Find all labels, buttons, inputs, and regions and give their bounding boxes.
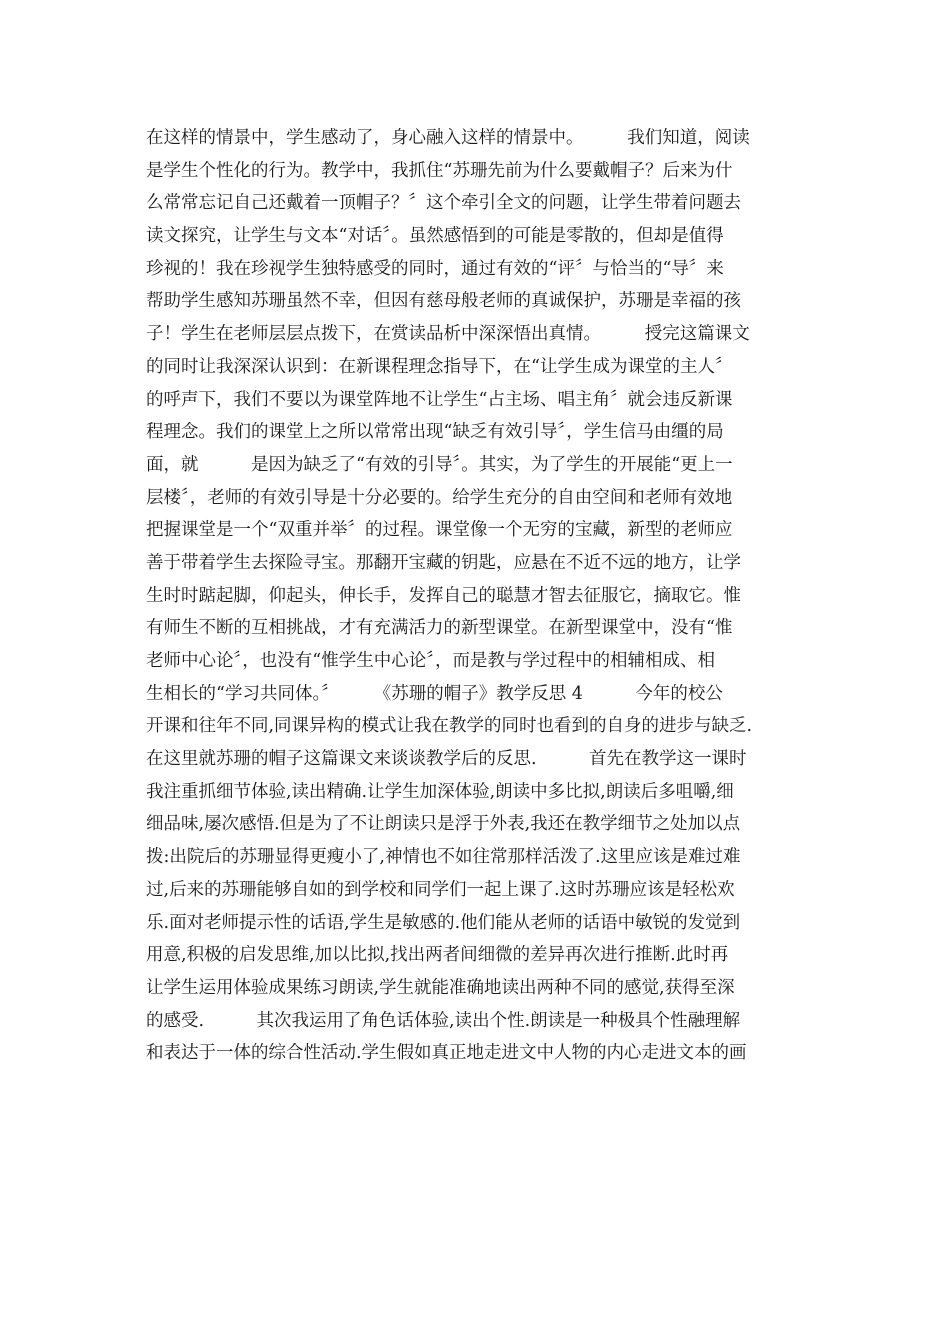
text-line: 程理念。我们的课堂上之所以常常出现“缺乏有效引导〞，学生信马由缰的局: [146, 422, 724, 443]
text-line: 是学生个性化的行为。教学中，我抓住“苏珊先前为什么要戴帽子？后来为什: [146, 160, 733, 181]
text-line: 善于带着学生去探险寻宝。那翻开宝藏的钥匙，应悬在不近不远的地方，让学: [146, 552, 741, 573]
text-line: 细品味,屡次感悟.但是为了不让朗读只是浮于外表,我还在教学细节之处加以点: [146, 814, 741, 835]
text-line: 过,后来的苏珊能够自如的到学校和同学们一起上课了.这时苏珊应该是轻松欢: [146, 879, 735, 900]
text-line: 的呼声下，我们不要以为课堂阵地不让学生“占主场、唱主角〞就会违反新课: [146, 389, 733, 410]
text-line: 老师中心论〞，也没有“惟学生中心论〞，而是教与学过程中的相辅相成、相: [146, 651, 715, 671]
text-line: 有师生不断的互相挑战，才有充满活力的新型课堂。在新型课堂中，没有“惟: [146, 618, 733, 639]
text-line: 帮助学生感知苏珊虽然不幸，但因有慈母般老师的真诚保护，苏珊是幸福的孩: [146, 291, 741, 312]
text-line: 把握课堂是一个“双重并举〞的过程。课堂像一个无穷的宝藏，新型的老师应: [146, 520, 733, 541]
text-line: 和表达于一体的综合性活动.学生假如真正地走进文中人物的内心走进文本的画: [146, 1043, 747, 1064]
text-line: 的同时让我深深认识到：在新课程理念指导下，在“让学生成为课堂的主人〞: [146, 356, 733, 377]
text-line: 层楼〞，老师的有效引导是十分必要的。给学生充分的自由空间和老师有效地: [146, 487, 733, 508]
text-line: 拨:出院后的苏珊显得更瘦小了,神情也不如往常那样活泼了.这里应该是难过难: [146, 847, 741, 868]
body-text: [146, 122, 808, 1070]
text-line: 在这里就苏珊的帽子这篇课文来谈谈教学后的反思. 首先在教学这一课时: [146, 749, 747, 770]
text-line: 的感受. 其次我运用了角色话体验,读出个性.朗读是一种极具个性融理解: [146, 1010, 741, 1031]
text-line: 生时时踮起脚，仰起头，伸长手，发挥自己的聪慧才智去征服它，摘取它。惟: [146, 585, 741, 606]
text-line: 用意,积极的启发思维,加以比拟,找出两者间细微的差异再次进行推断.此时再: [146, 945, 729, 966]
text-line: 读文探究，让学生与文本“对话〞。虽然感悟到的可能是零散的，但却是值得: [146, 226, 724, 247]
text-line: 么常常忘记自己还戴着一顶帽子？〞这个牵引全文的问题，让学生带着问题去: [146, 193, 741, 214]
text-line: 让学生运用体验成果练习朗读,学生就能准确地读出两种不同的感觉,获得至深: [146, 977, 735, 998]
text-line: 开课和往年不同,同课异构的模式让我在教学的同时也看到的自身的进步与缺乏.: [146, 716, 753, 737]
text-line: 乐.面对老师提示性的话语,学生是敏感的.他们能从老师的话语中敏锐的发觉到: [146, 912, 741, 933]
text-line: 在这样的情景中，学生感动了，身心融入这样的情景中。 我们知道，阅读: [146, 128, 750, 148]
text-line: 面，就 是因为缺乏了“有效的引导〞。其实，为了学生的开展能“更上一: [146, 454, 733, 475]
text-line: 我注重抓细节体验,读出精确.让学生加深体验,朗读中多比拟,朗读后多咀嚼,细: [146, 781, 734, 802]
text-line: 子！学生在老师层层点拨下，在赏读品析中深深悟出真情。 授完这篇课文: [146, 324, 750, 345]
text-line: 生相长的“学习共同体。〞 《苏珊的帽子》教学反思 4 今年的校公: [146, 683, 723, 704]
text-line: 珍视的！我在珍视学生独特感受的同时，通过有效的“评〞与恰当的“导〞来: [146, 258, 724, 279]
